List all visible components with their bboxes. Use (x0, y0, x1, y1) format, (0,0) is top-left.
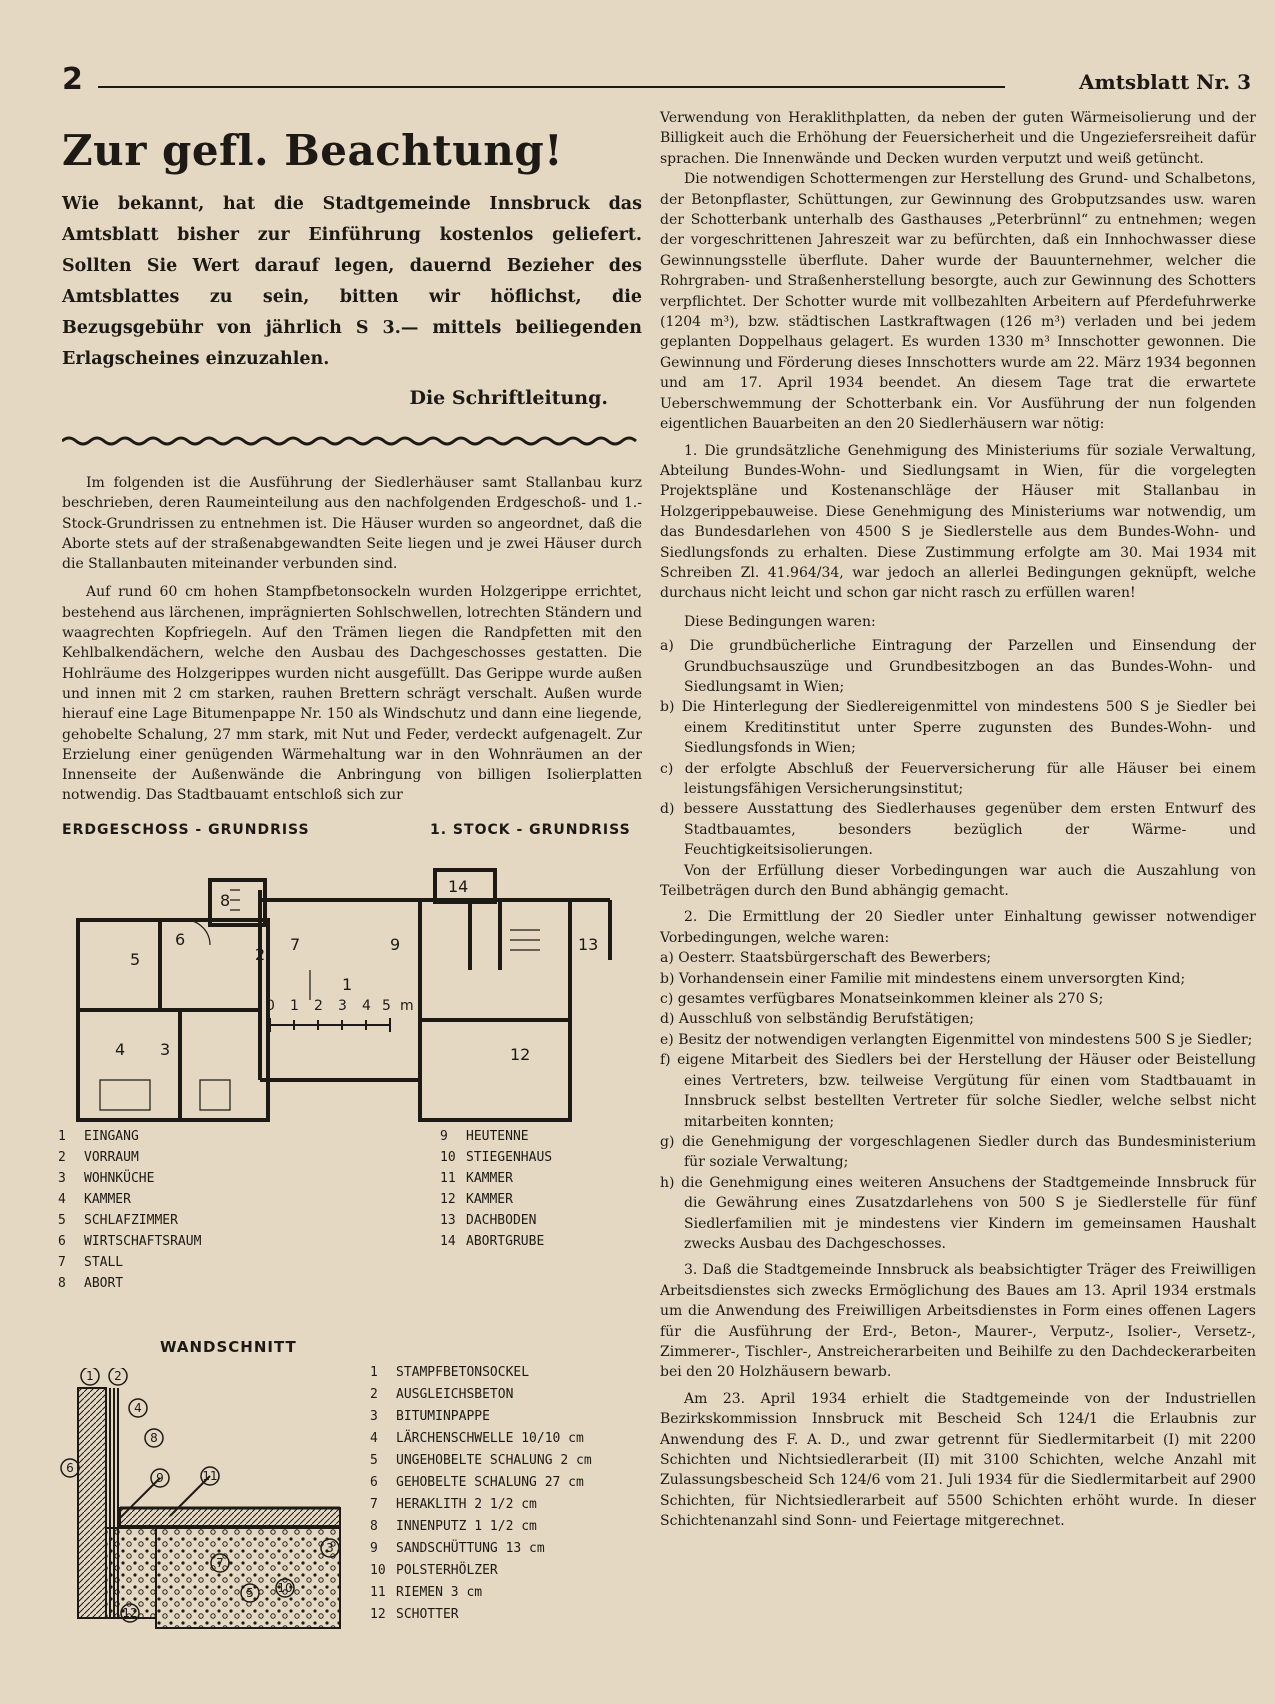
room-number-5: 5 (130, 950, 141, 969)
right-paragraph: 1. Die grundsätzliche Genehmigung des Ministeriums für soziale Verwaltung, Abteilung Bundes-Wohn- und Siedlungsamt in Wien, für die vorgelegten Projektspläne und Kostenanschläge der Häuser mit Stallanbau in Holzgerippebauweise. Diese Genehmigung des Ministeriums war notwendig, um das Bundesdarlehen von 4500 S je Siedlerstelle aus dem Bundes-Wohn- und Siedlungsfonds zu erhalten. Diese Zustimmung erfolgte am 30. Mai 1934 mit Schreiben Zl. 41.964/34, war jedoch an allerlei Bedingungen geknüpft, welche durchaus nicht leicht und schon gar nicht rasch zu erfüllen waren! (660, 442, 1256, 602)
legend-item: 14 ABORTGRUBE (440, 1234, 545, 1249)
room-number-4: 4 (115, 1040, 126, 1059)
section-marker-3: 3 (326, 1541, 334, 1555)
section-marker-1: 1 (86, 1369, 94, 1383)
list-item: g) die Genehmigung der vorgeschlagenen Siedler durch das Bundesministerium für soziale Verwaltung; (660, 1133, 1256, 1171)
notice-body: Wie bekannt, hat die Stadtgemeinde Innsbruck das Amtsblatt bisher zur Einführung kostenlos geliefert. Sollten Sie Wert darauf legen, dauernd Bezieher des Amtsblattes zu sein, bitten wir höflichst, die Bezugsgebühr von jährlich S 3.— mittels beiliegenden Erlagscheines einzuzahlen. (62, 194, 642, 369)
legend-item: 13 DACHBODEN (440, 1213, 537, 1228)
wavy-divider (62, 435, 642, 447)
section-legend-item: 9 SANDSCHÜTTUNG 13 cm (370, 1541, 545, 1556)
list-item: d) Ausschluß von selbständig Berufstätigen; (660, 1011, 974, 1028)
scale-tick-5: 5 (382, 998, 391, 1014)
section-legend (370, 1362, 592, 1626)
room-number-1: 1 (342, 975, 353, 994)
section-legend-item: 1 STAMPFBETONSOCKEL (370, 1365, 530, 1380)
section-marker-10: 10 (277, 1581, 293, 1595)
scale-tick-4: 4 (362, 998, 371, 1014)
legend-item: 6 WIRTSCHAFTSRAUM (58, 1234, 202, 1249)
room-number-9: 9 (390, 935, 401, 954)
publication-title: Amtsblatt Nr. 3 (1079, 70, 1251, 94)
legend-item: 2 VORRAUM (58, 1150, 139, 1165)
section-marker-12: 12 (122, 1606, 138, 1620)
list-item: c) der erfolgte Abschluß der Feuerversicherung für alle Häuser bei einem leistungsfähigen Versicherungsinstitut; (660, 760, 1256, 797)
list-item: h) die Genehmigung eines weiteren Ansuchens der Stadtgemeinde Innsbruck für die Gewährung eines Zusatzdarlehens von 500 S je Siedlerstelle für fünf Siedlerfamilien mit je mindestens vier Kindern im gemeinsamen Haushalt zwecks Ausbau des Dachgeschosses. (660, 1174, 1256, 1252)
right-paragraph: Diese Bedingungen waren: (684, 613, 876, 630)
legend-item: 4 KAMMER (58, 1192, 131, 1207)
section-legend-item: 5 UNGEHOBELTE SCHALUNG 2 cm (370, 1453, 592, 1468)
legend-item: 10 STIEGENHAUS (440, 1150, 553, 1165)
section-legend-item: 11 RIEMEN 3 cm (370, 1585, 483, 1600)
list-item: b) Vorhandensein einer Familie mit mindestens einem unversorgten Kind; (660, 970, 1186, 987)
right-paragraph: Am 23. April 1934 erhielt die Stadtgemeinde von der Industriellen Bezirkskommission Innsbruck mit Bescheid Sch 124/1 die Erlaubnis zur Anwendung des F. A. D., und zwar getrennt für Siedlermitarbeit (I) mit 2200 Schichten und Nichtsiedlerarbeit (II) mit 3100 Schichten, welche Anzahl mit Zulassungsbescheid Sch 124/6 vom 21. Juli 1934 für die Siedlermitarbeit auf 2900 Schichten, für Nichtsiedlerarbeit auf 5500 Schichten erhöht wurde. In dieser Schichtenanzahl sind Sonn- und Feiertage mitgerechnet. (660, 1390, 1256, 1530)
section-marker-9: 9 (156, 1471, 164, 1485)
right-paragraph: 3. Daß die Stadtgemeinde Innsbruck als beabsichtigter Träger des Freiwilligen Arbeitsdienstes sich zwecks Ermöglichung des Baues am 13. April 1934 erstmals um die Anwendung des Freiwilligen Arbeitsdienstes in Form eines offenen Lagers für die Ausführung der Erd-, Beton-, Maurer-, Verputz-, Isolier-, Versetz-, Zimmerer-, Tischler-, Anstreicherarbeiten und Beihilfe zu den Dachdeckerarbeiten bei den 20 Holzhäusern bewarb. (660, 1262, 1256, 1381)
room-number-6: 6 (175, 930, 186, 949)
room-number-3: 3 (160, 1040, 171, 1059)
room-number-12: 12 (510, 1045, 531, 1064)
scale-tick-0: 0 (266, 998, 275, 1014)
legend-item: 11 KAMMER (440, 1171, 513, 1186)
room-number-7: 7 (290, 935, 301, 954)
legend-item: 3 WOHNKÜCHE (58, 1171, 155, 1186)
first-floor-label: 1. STOCK - GRUNDRISS (430, 822, 631, 838)
header-rule (98, 86, 1005, 88)
floor-plan-drawing (70, 850, 640, 1140)
section-legend-item: 4 LÄRCHENSCHWELLE 10/10 cm (370, 1431, 584, 1446)
scale-tick-2: 2 (314, 998, 323, 1014)
legend-item: 9 HEUTENNE (440, 1129, 529, 1144)
section-marker-4: 4 (134, 1401, 142, 1415)
section-marker-2: 2 (114, 1369, 122, 1383)
conditions-list-2 (660, 948, 1256, 1254)
scale-tick-3: 3 (338, 998, 347, 1014)
list-item: a) Die grundbücherliche Eintragung der Parzellen und Einsendung der Grundbuchsauszüge und Grundbesitzbogen an das Bundes-Wohn- und Siedlungsamt in Wien; (660, 638, 1256, 695)
legend-item: 5 SCHLAFZIMMER (58, 1213, 178, 1228)
legend-item: 8 ABORT (58, 1276, 124, 1291)
right-paragraph: 2. Die Ermittlung der 20 Siedler unter Einhaltung gewisser notwendiger Vorbedingungen, welche waren: (660, 909, 1256, 946)
left-paragraph-1: Im folgenden ist die Ausführung der Siedlerhäuser samt Stallanbau kurz beschrieben, deren Raumeinteilung aus den nachfolgenden Erdgeschoß- und 1.-Stock-Grundrissen zu entnehmen ist. Die Häuser wurden so angeordnet, daß die Aborte stets auf der straßenabgewandten Seite liegen und je zwei Häuser durch die Stallanbauten miteinander verbunden sind. (62, 475, 642, 573)
left-column (62, 108, 642, 806)
notice-title: Zur gefl. Beachtung! (62, 126, 564, 175)
notice-signature: Die Schriftleitung. (409, 387, 608, 409)
section-marker-7: 7 (216, 1556, 224, 1570)
left-paragraph-2: Auf rund 60 cm hohen Stampfbetonsockeln wurden Holzgerippe errichtet, bestehend aus lärchenen, imprägnierten Sohlschwellen, lotrechten Ständern und waagrechten Kopfriegeln. Auf den Trämen liegen die Randpfetten mit den Kehlbalkendächern, welche den Ausbau des Dachgeschosses gestatten. Die Hohlräume des Holzgerippes wurden nicht ausgefüllt. Das Gerippe wurde außen und innen mit 2 cm starken, rauhen Brettern schrägt verschalt. Außen wurde hierauf eine Lage Bitumenpappe Nr. 150 als Windschutz und dann eine liegende, gehobelte Schalung, 27 mm stark, mit Nut und Feder, verdeckt aufgenagelt. Zur Erzielung einer genügenden Wärmehaltung war in den Wohnräumen an der Innenseite der Außenwände die Anbringung von billigen Isolierplatten notwendig. Das Stadtbauamt entschloß sich zur (62, 584, 642, 804)
room-legend-right (440, 1126, 552, 1252)
scale-tick-1: 1 (290, 998, 299, 1014)
section-legend-item: 7 HERAKLITH 2 1/2 cm (370, 1497, 537, 1512)
section-marker-11: 11 (202, 1469, 218, 1483)
section-legend-item: 6 GEHOBELTE SCHALUNG 27 cm (370, 1475, 584, 1490)
right-column (660, 108, 1256, 1532)
ground-floor-label: ERDGESCHOSS - GRUNDRISS (62, 822, 310, 838)
right-paragraph: Die notwendigen Schottermengen zur Herstellung des Grund- und Schalbetons, der Betonpflaster, Schüttungen, zur Gewinnung des Grobputzsandes usw. waren der Schotterbank unterhalb des Gasthauses „Peterbrünnl“ zu entnehmen; wegen der vorgeschrittenen Jahreszeit war zu befürchten, daß ein Innhochwasser diese Gewinnungsstelle überflute. Daher wurde der Bauunternehmer, welcher die Rohrgraben- und Straßenherstellung besorgte, auch zur Gewinnung des Schotters verpflichtet. Der Schotter wurde mit vollbezahlten Arbeitern auf Pferdefuhrwerke (1204 m³), bzw. städtischen Lastkraftwagen (126 m³) verladen und bei jedem geplanten Doppelhaus gelagert. Es wurden 1330 m³ Innschotter gewonnen. Die Gewinnung und Förderung dieses Innschotters wurde am 22. März 1934 begonnen und am 17. April 1934 beendet. An diesem Tage trat die erwartete Ueberschwemmung der Schotterbank ein. Vor Ausführung der nun folgenden eigentlichen Bauarbeiten an den 20 Siedlerhäusern war nötig: (660, 171, 1256, 433)
section-marker-6: 6 (66, 1461, 74, 1475)
room-number-13: 13 (578, 935, 599, 954)
section-label: WANDSCHNITT (160, 1338, 297, 1356)
legend-item: 12 KAMMER (440, 1192, 513, 1207)
section-legend-item: 2 AUSGLEICHSBETON (370, 1387, 514, 1402)
list-item: c) gesamtes verfügbares Monatseinkommen kleiner als 270 S; (660, 991, 1104, 1008)
page-number: 2 (62, 62, 83, 97)
room-legend-left (58, 1126, 201, 1294)
legend-item: 7 STALL (58, 1255, 124, 1270)
conditions-list-1 (660, 636, 1256, 860)
wall-section-drawing (60, 1368, 350, 1638)
section-legend-item: 8 INNENPUTZ 1 1/2 cm (370, 1519, 537, 1534)
right-paragraph: Von der Erfüllung dieser Vorbedingungen war auch die Auszahlung von Teilbeträgen durch den Bund abhängig gemacht. (660, 862, 1256, 900)
section-legend-item: 10 POLSTERHÖLZER (370, 1563, 498, 1578)
room-number-2: 2 (255, 945, 266, 964)
room-number-14: 14 (448, 877, 469, 896)
section-legend-item: 12 SCHOTTER (370, 1607, 459, 1622)
list-item: d) bessere Ausstattung des Siedlerhauses gegenüber dem ersten Entwurf des Stadtbauamtes, besonders bezüglich der Wärme- und Feuchtigkeitsisolierungen. (660, 801, 1256, 859)
section-legend-item: 3 BITUMINPAPPE (370, 1409, 490, 1424)
list-item: b) Die Hinterlegung der Siedlereigenmittel von mindestens 500 S je Siedler bei einem Kreditinstitut unter Sperre zugunsten des Bundes-Wohn- und Siedlungsfonds in Wien; (660, 699, 1256, 757)
section-marker-5: 5 (246, 1586, 254, 1600)
list-item: a) Oesterr. Staatsbürgerschaft des Bewerbers; (660, 950, 992, 967)
list-item: f) eigene Mitarbeit des Siedlers bei der Herstellung der Häuser oder Beistellung eines Vertreters, bzw. teilweise Vergütung für einen vom Stadtbauamt in Innsbruck selbst bestellten Vertreter für solche Siedler, welche selbst nicht mitarbeiten konnten; (660, 1052, 1256, 1130)
room-number-8: 8 (220, 891, 231, 910)
legend-item: 1 EINGANG (58, 1129, 139, 1144)
right-paragraph: Verwendung von Heraklithplatten, da neben der guten Wärmeisolierung und der Billigkeit auch die Erhöhung der Feuersicherheit und die Ungeziefersreiheit dafür sprachen. Die Innenwände und Decken wurden verputzt und weiß getüncht. (660, 110, 1256, 167)
scale-unit: m (400, 998, 414, 1014)
list-item: e) Besitz der notwendigen verlangten Eigenmittel von mindestens 500 S je Siedler; (660, 1031, 1253, 1048)
section-marker-8: 8 (150, 1431, 158, 1445)
